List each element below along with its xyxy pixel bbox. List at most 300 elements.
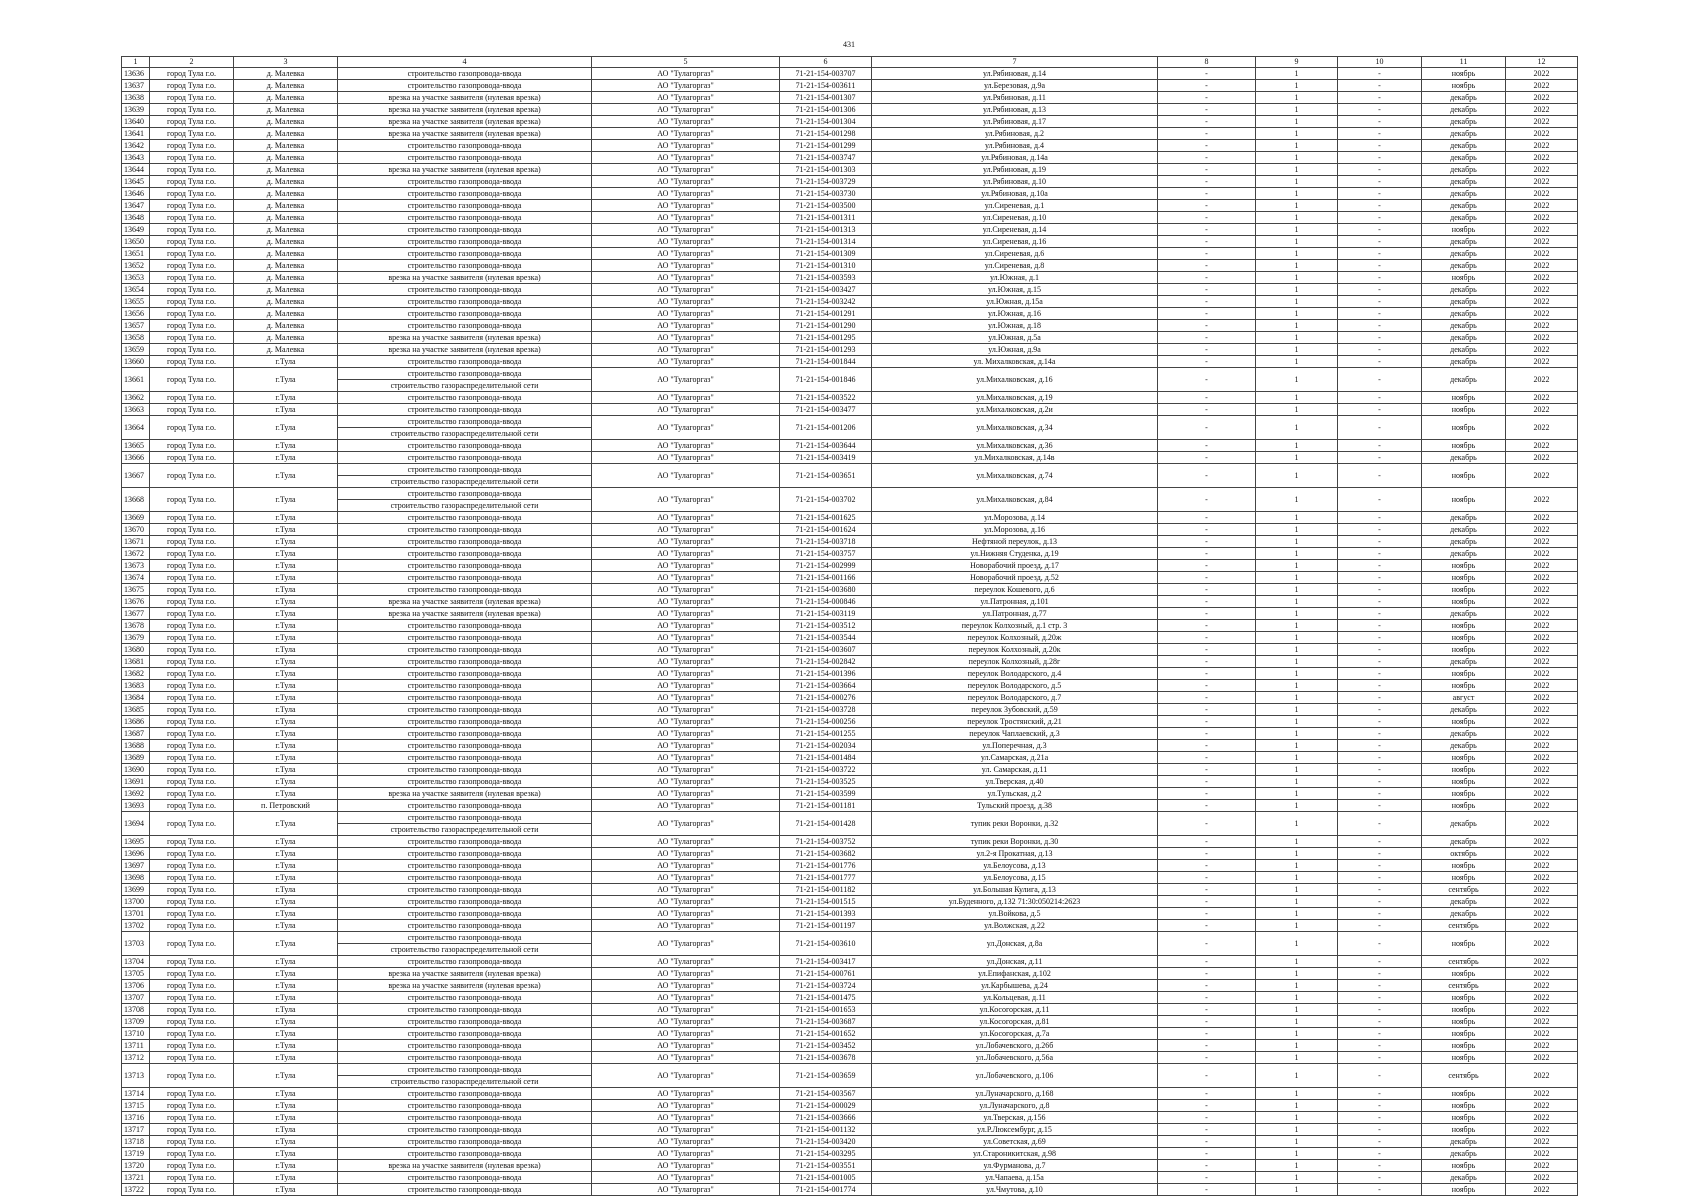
column-9-cell: 1 — [1256, 1100, 1338, 1112]
table-row — [122, 1124, 1578, 1136]
table-row — [122, 1184, 1578, 1196]
month-cell: ноябрь — [1422, 644, 1506, 656]
gasification-table-sheet — [121, 56, 1577, 1196]
table-row — [122, 968, 1578, 980]
year-cell: 2022 — [1506, 776, 1578, 788]
locality-cell: г.Тула — [234, 932, 338, 956]
municipality-cell: город Тула г.о. — [150, 764, 234, 776]
object-code-cell: 71-21-154-001776 — [780, 860, 872, 872]
work-type-cell — [338, 620, 592, 632]
work-type-cell — [338, 896, 592, 908]
row-number-cell: 13666 — [122, 452, 150, 464]
work-type-line: строительство газопровода-ввода — [407, 549, 522, 558]
locality-cell: г.Тула — [234, 440, 338, 452]
work-type-line: врезка на участке заявителя (нулевая врезка) — [388, 333, 541, 342]
column-10-cell: - — [1338, 320, 1422, 332]
work-type-line: строительство газопровода-ввода — [407, 1017, 522, 1026]
year-cell: 2022 — [1506, 980, 1578, 992]
work-type-line: строительство газопровода-ввода — [407, 777, 522, 786]
table-row — [122, 368, 1578, 392]
object-code-cell: 71-21-154-003295 — [780, 1148, 872, 1160]
work-type-line: строительство газопровода-ввода — [407, 1005, 522, 1014]
column-10-cell: - — [1338, 140, 1422, 152]
address-cell: ул.Тульская, д.2 — [872, 788, 1158, 800]
column-8-cell: - — [1158, 800, 1256, 812]
organization-cell: АО "Тулагоргаз" — [592, 536, 780, 548]
month-cell: ноябрь — [1422, 440, 1506, 452]
column-10-cell: - — [1338, 332, 1422, 344]
year-cell: 2022 — [1506, 344, 1578, 356]
locality-cell: г.Тула — [234, 1160, 338, 1172]
column-10-cell: - — [1338, 572, 1422, 584]
table-row — [122, 188, 1578, 200]
organization-cell: АО "Тулагоргаз" — [592, 788, 780, 800]
address-cell: ул.Рябиновая, д.14 — [872, 68, 1158, 80]
month-cell: декабрь — [1422, 140, 1506, 152]
column-10-cell: - — [1338, 848, 1422, 860]
work-type-line: строительство газопровода-ввода — [407, 1101, 522, 1110]
column-8-cell: - — [1158, 1064, 1256, 1088]
locality-cell: г.Тула — [234, 992, 338, 1004]
object-code-cell: 71-21-154-001475 — [780, 992, 872, 1004]
work-type-line: строительство газопровода-ввода — [407, 1089, 522, 1098]
municipality-cell: город Тула г.о. — [150, 248, 234, 260]
month-cell: ноябрь — [1422, 68, 1506, 80]
column-9-cell: 1 — [1256, 968, 1338, 980]
municipality-cell: город Тула г.о. — [150, 548, 234, 560]
month-cell: декабрь — [1422, 536, 1506, 548]
work-type-cell — [338, 308, 592, 320]
month-cell: сентябрь — [1422, 920, 1506, 932]
month-cell: ноябрь — [1422, 992, 1506, 1004]
locality-cell: д. Малевка — [234, 332, 338, 344]
municipality-cell: город Тула г.о. — [150, 860, 234, 872]
address-cell: ул.Чапаева, д.15а — [872, 1172, 1158, 1184]
month-cell: ноябрь — [1422, 1112, 1506, 1124]
month-cell: декабрь — [1422, 308, 1506, 320]
address-cell: ул.Белоусова, д.15 — [872, 872, 1158, 884]
address-cell: переулок Колхозный, д.20к — [872, 644, 1158, 656]
locality-cell: д. Малевка — [234, 260, 338, 272]
address-cell: ул.Рябиновая, д.17 — [872, 116, 1158, 128]
address-cell: ул.Рябиновая, д.13 — [872, 104, 1158, 116]
column-10-cell: - — [1338, 584, 1422, 596]
table-row — [122, 1088, 1578, 1100]
municipality-cell: город Тула г.о. — [150, 1088, 234, 1100]
column-10-cell: - — [1338, 752, 1422, 764]
object-code-cell: 71-21-154-000029 — [780, 1100, 872, 1112]
month-cell: ноябрь — [1422, 1124, 1506, 1136]
work-type-cell — [338, 728, 592, 740]
column-8-cell: - — [1158, 308, 1256, 320]
column-10-cell: - — [1338, 1004, 1422, 1016]
column-8-cell: - — [1158, 644, 1256, 656]
column-8-cell: - — [1158, 188, 1256, 200]
column-10-cell: - — [1338, 236, 1422, 248]
year-cell: 2022 — [1506, 812, 1578, 836]
month-cell: ноябрь — [1422, 800, 1506, 812]
row-number-cell: 13706 — [122, 980, 150, 992]
work-type-cell — [338, 188, 592, 200]
column-10-cell: - — [1338, 1016, 1422, 1028]
month-cell: ноябрь — [1422, 1016, 1506, 1028]
municipality-cell: город Тула г.о. — [150, 464, 234, 488]
organization-cell: АО "Тулагоргаз" — [592, 1088, 780, 1100]
address-cell: ул.Рябиновая, д.10 — [872, 176, 1158, 188]
column-9-cell: 1 — [1256, 512, 1338, 524]
organization-cell: АО "Тулагоргаз" — [592, 332, 780, 344]
work-type-line: строительство газопровода-ввода — [407, 1137, 522, 1146]
year-cell: 2022 — [1506, 104, 1578, 116]
year-cell: 2022 — [1506, 884, 1578, 896]
column-10-cell: - — [1338, 164, 1422, 176]
work-type-line: строительство газопровода-ввода — [407, 681, 522, 690]
column-9-cell: 1 — [1256, 464, 1338, 488]
address-cell: ул.Сиреневая, д.6 — [872, 248, 1158, 260]
month-cell: декабрь — [1422, 128, 1506, 140]
locality-cell: д. Малевка — [234, 80, 338, 92]
column-8-cell: - — [1158, 176, 1256, 188]
object-code-cell: 71-21-154-003607 — [780, 644, 872, 656]
column-8-cell: - — [1158, 272, 1256, 284]
locality-cell: д. Малевка — [234, 104, 338, 116]
table-row — [122, 692, 1578, 704]
locality-cell: г.Тула — [234, 668, 338, 680]
row-number-cell: 13689 — [122, 752, 150, 764]
locality-cell: г.Тула — [234, 980, 338, 992]
column-9-cell: 1 — [1256, 788, 1338, 800]
table-row — [122, 896, 1578, 908]
organization-cell: АО "Тулагоргаз" — [592, 656, 780, 668]
address-cell: ул.Березовая, д.9а — [872, 80, 1158, 92]
year-cell: 2022 — [1506, 992, 1578, 1004]
row-number-cell: 13646 — [122, 188, 150, 200]
municipality-cell: город Тула г.о. — [150, 608, 234, 620]
work-type-line: строительство газопровода-ввода — [407, 849, 522, 858]
municipality-cell: город Тула г.о. — [150, 104, 234, 116]
row-number-cell: 13679 — [122, 632, 150, 644]
column-10-cell: - — [1338, 68, 1422, 80]
year-cell: 2022 — [1506, 1184, 1578, 1196]
table-row — [122, 668, 1578, 680]
column-8-cell: - — [1158, 632, 1256, 644]
month-cell: август — [1422, 692, 1506, 704]
municipality-cell: город Тула г.о. — [150, 344, 234, 356]
table-row — [122, 608, 1578, 620]
table-row — [122, 1136, 1578, 1148]
address-cell: ул. Самарская, д.11 — [872, 764, 1158, 776]
column-9-cell: 1 — [1256, 692, 1338, 704]
column-10-cell: - — [1338, 1172, 1422, 1184]
row-number-cell: 13664 — [122, 416, 150, 440]
month-cell: ноябрь — [1422, 572, 1506, 584]
column-9-cell: 1 — [1256, 836, 1338, 848]
column-10-cell: - — [1338, 896, 1422, 908]
object-code-cell: 71-21-154-003567 — [780, 1088, 872, 1100]
year-cell: 2022 — [1506, 92, 1578, 104]
row-number-cell: 13712 — [122, 1052, 150, 1064]
column-8-cell: - — [1158, 776, 1256, 788]
column-10-cell: - — [1338, 356, 1422, 368]
municipality-cell: город Тула г.о. — [150, 416, 234, 440]
object-code-cell: 71-21-154-003752 — [780, 836, 872, 848]
row-number-cell: 13715 — [122, 1100, 150, 1112]
work-type-line: врезка на участке заявителя (нулевая врезка) — [388, 981, 541, 990]
municipality-cell: город Тула г.о. — [150, 620, 234, 632]
month-cell: декабрь — [1422, 296, 1506, 308]
object-code-cell: 71-21-154-001166 — [780, 572, 872, 584]
column-8-cell: - — [1158, 848, 1256, 860]
column-8-cell: - — [1158, 392, 1256, 404]
row-number-cell: 13653 — [122, 272, 150, 284]
work-type-line: строительство газопровода-ввода — [407, 993, 522, 1002]
table-row — [122, 1172, 1578, 1184]
locality-cell: г.Тула — [234, 1004, 338, 1016]
locality-cell: г.Тула — [234, 812, 338, 836]
column-8-cell: - — [1158, 68, 1256, 80]
locality-cell: г.Тула — [234, 1052, 338, 1064]
address-cell: ул.Епифанская, д.102 — [872, 968, 1158, 980]
column-10-cell: - — [1338, 992, 1422, 1004]
work-type-line: врезка на участке заявителя (нулевая врезка) — [388, 117, 541, 126]
column-10-cell: - — [1338, 788, 1422, 800]
organization-cell: АО "Тулагоргаз" — [592, 1052, 780, 1064]
work-type-line: строительство газопровода-ввода — [407, 621, 522, 630]
organization-cell: АО "Тулагоргаз" — [592, 392, 780, 404]
table-row — [122, 116, 1578, 128]
column-9-cell: 1 — [1256, 440, 1338, 452]
address-cell: тупик реки Воронки, д.32 — [872, 812, 1158, 836]
work-type-cell — [338, 368, 592, 392]
organization-cell: АО "Тулагоргаз" — [592, 620, 780, 632]
table-row — [122, 452, 1578, 464]
table-row — [122, 1016, 1578, 1028]
month-cell: ноябрь — [1422, 872, 1506, 884]
object-code-cell: 71-21-154-001846 — [780, 368, 872, 392]
work-type-cell — [338, 140, 592, 152]
organization-cell: АО "Тулагоргаз" — [592, 368, 780, 392]
municipality-cell: город Тула г.о. — [150, 1172, 234, 1184]
table-row — [122, 908, 1578, 920]
month-cell: ноябрь — [1422, 80, 1506, 92]
work-type-cell — [338, 560, 592, 572]
object-code-cell: 71-21-154-001299 — [780, 140, 872, 152]
table-row — [122, 644, 1578, 656]
column-header-10: 10 — [1338, 57, 1422, 68]
month-cell: декабрь — [1422, 320, 1506, 332]
locality-cell: г.Тула — [234, 524, 338, 536]
municipality-cell: город Тула г.о. — [150, 572, 234, 584]
address-cell: ул.Советская, д.69 — [872, 1136, 1158, 1148]
work-type-cell — [338, 416, 592, 440]
work-type-cell — [338, 716, 592, 728]
object-code-cell: 71-21-154-001310 — [780, 260, 872, 272]
row-number-cell: 13687 — [122, 728, 150, 740]
column-header-12: 12 — [1506, 57, 1578, 68]
column-9-cell: 1 — [1256, 128, 1338, 140]
year-cell: 2022 — [1506, 692, 1578, 704]
work-type-cell — [338, 764, 592, 776]
column-10-cell: - — [1338, 608, 1422, 620]
month-cell: декабрь — [1422, 548, 1506, 560]
column-9-cell: 1 — [1256, 584, 1338, 596]
work-type-line: строительство газопровода-ввода — [407, 1029, 522, 1038]
address-cell: ул.Рябиновая, д.11 — [872, 92, 1158, 104]
column-header-3: 3 — [234, 57, 338, 68]
address-cell: ул.Лобачевского, д.106 — [872, 1064, 1158, 1088]
work-type-line: строительство газопровода-ввода — [407, 753, 522, 762]
month-cell: ноябрь — [1422, 668, 1506, 680]
locality-cell: г.Тула — [234, 1136, 338, 1148]
row-number-cell: 13699 — [122, 884, 150, 896]
work-type-cell — [338, 296, 592, 308]
month-cell: декабрь — [1422, 1136, 1506, 1148]
column-9-cell: 1 — [1256, 416, 1338, 440]
address-cell: ул.Лобачевского, д.26б — [872, 1040, 1158, 1052]
work-type-line: строительство газопровода-ввода — [407, 1173, 522, 1182]
address-cell: ул.Большая Кулига, д.13 — [872, 884, 1158, 896]
organization-cell: АО "Тулагоргаз" — [592, 524, 780, 536]
work-type-line: строительство газопровода-ввода — [407, 357, 522, 366]
locality-cell: п. Петровский — [234, 800, 338, 812]
column-8-cell: - — [1158, 164, 1256, 176]
address-cell: ул.Михалковская, д.84 — [872, 488, 1158, 512]
month-cell: ноябрь — [1422, 860, 1506, 872]
work-type-line: строительство газопровода-ввода — [407, 297, 522, 306]
object-code-cell: 71-21-154-003500 — [780, 200, 872, 212]
work-type-line: строительство газопровода-ввода — [407, 537, 522, 546]
object-code-cell: 71-21-154-001181 — [780, 800, 872, 812]
year-cell: 2022 — [1506, 1100, 1578, 1112]
municipality-cell: город Тула г.о. — [150, 632, 234, 644]
column-9-cell: 1 — [1256, 536, 1338, 548]
municipality-cell: город Тула г.о. — [150, 368, 234, 392]
work-type-line: строительство газораспределительной сети — [338, 499, 591, 511]
month-cell: декабрь — [1422, 152, 1506, 164]
column-9-cell: 1 — [1256, 284, 1338, 296]
column-9-cell: 1 — [1256, 992, 1338, 1004]
municipality-cell: город Тула г.о. — [150, 212, 234, 224]
municipality-cell: город Тула г.о. — [150, 1148, 234, 1160]
organization-cell: АО "Тулагоргаз" — [592, 1136, 780, 1148]
work-type-cell — [338, 992, 592, 1004]
column-9-cell: 1 — [1256, 1184, 1338, 1196]
work-type-line: строительство газопровода-ввода — [407, 645, 522, 654]
locality-cell: г.Тула — [234, 644, 338, 656]
year-cell: 2022 — [1506, 632, 1578, 644]
column-10-cell: - — [1338, 92, 1422, 104]
object-code-cell: 71-21-154-001255 — [780, 728, 872, 740]
table-row — [122, 956, 1578, 968]
column-10-cell: - — [1338, 644, 1422, 656]
address-cell: ул.Рябиновая, д.10а — [872, 188, 1158, 200]
table-row — [122, 140, 1578, 152]
locality-cell: г.Тула — [234, 1064, 338, 1088]
table-row — [122, 320, 1578, 332]
month-cell: декабрь — [1422, 1148, 1506, 1160]
municipality-cell: город Тула г.о. — [150, 776, 234, 788]
column-9-cell: 1 — [1256, 848, 1338, 860]
object-code-cell: 71-21-154-001304 — [780, 116, 872, 128]
column-10-cell: - — [1338, 416, 1422, 440]
month-cell: декабрь — [1422, 740, 1506, 752]
address-cell: ул.Поперечная, д.3 — [872, 740, 1158, 752]
column-9-cell: 1 — [1256, 980, 1338, 992]
column-9-cell: 1 — [1256, 1148, 1338, 1160]
work-type-line: строительство газопровода-ввода — [407, 717, 522, 726]
work-type-cell — [338, 104, 592, 116]
object-code-cell: 71-21-154-003659 — [780, 1064, 872, 1088]
column-9-cell: 1 — [1256, 1028, 1338, 1040]
column-8-cell: - — [1158, 704, 1256, 716]
address-cell: Новорабочий проезд, д.17 — [872, 560, 1158, 572]
column-10-cell: - — [1338, 932, 1422, 956]
municipality-cell: город Тула г.о. — [150, 1052, 234, 1064]
column-10-cell: - — [1338, 200, 1422, 212]
column-header-4: 4 — [338, 57, 592, 68]
month-cell: декабрь — [1422, 332, 1506, 344]
table-row — [122, 440, 1578, 452]
work-type-cell — [338, 92, 592, 104]
year-cell: 2022 — [1506, 968, 1578, 980]
organization-cell: АО "Тулагоргаз" — [592, 248, 780, 260]
column-10-cell: - — [1338, 980, 1422, 992]
work-type-cell — [338, 548, 592, 560]
locality-cell: д. Малевка — [234, 224, 338, 236]
address-cell: ул.Косогорская, д.7а — [872, 1028, 1158, 1040]
month-cell: ноябрь — [1422, 560, 1506, 572]
year-cell: 2022 — [1506, 140, 1578, 152]
year-cell: 2022 — [1506, 1088, 1578, 1100]
address-cell: Новорабочий проезд, д.52 — [872, 572, 1158, 584]
organization-cell: АО "Тулагоргаз" — [592, 176, 780, 188]
row-number-cell: 13654 — [122, 284, 150, 296]
column-8-cell: - — [1158, 440, 1256, 452]
year-cell: 2022 — [1506, 872, 1578, 884]
month-cell: сентябрь — [1422, 956, 1506, 968]
year-cell: 2022 — [1506, 740, 1578, 752]
object-code-cell: 71-21-154-001625 — [780, 512, 872, 524]
year-cell: 2022 — [1506, 908, 1578, 920]
municipality-cell: город Тула г.о. — [150, 332, 234, 344]
row-number-cell: 13673 — [122, 560, 150, 572]
column-9-cell: 1 — [1256, 248, 1338, 260]
work-type-line: строительство газопровода-ввода — [407, 669, 522, 678]
row-number-cell: 13691 — [122, 776, 150, 788]
organization-cell: АО "Тулагоргаз" — [592, 272, 780, 284]
work-type-line: строительство газопровода-ввода — [407, 873, 522, 882]
row-number-cell: 13713 — [122, 1064, 150, 1088]
work-type-cell — [338, 860, 592, 872]
column-10-cell: - — [1338, 1040, 1422, 1052]
object-code-cell: 71-21-154-001290 — [780, 320, 872, 332]
work-type-line: строительство газопровода-ввода — [407, 1041, 522, 1050]
organization-cell: АО "Тулагоргаз" — [592, 152, 780, 164]
object-code-cell: 71-21-154-001307 — [780, 92, 872, 104]
organization-cell: АО "Тулагоргаз" — [592, 1016, 780, 1028]
organization-cell: АО "Тулагоргаз" — [592, 140, 780, 152]
object-code-cell: 71-21-154-003242 — [780, 296, 872, 308]
address-cell: переулок Тростянский, д.21 — [872, 716, 1158, 728]
column-9-cell: 1 — [1256, 896, 1338, 908]
address-cell: переулок Володарского, д.5 — [872, 680, 1158, 692]
object-code-cell: 71-21-154-001295 — [780, 332, 872, 344]
address-cell: переулок Володарского, д.7 — [872, 692, 1158, 704]
year-cell: 2022 — [1506, 296, 1578, 308]
address-cell: ул.Михалковская, д.16 — [872, 368, 1158, 392]
work-type-line: строительство газопровода-ввода — [407, 321, 522, 330]
year-cell: 2022 — [1506, 932, 1578, 956]
